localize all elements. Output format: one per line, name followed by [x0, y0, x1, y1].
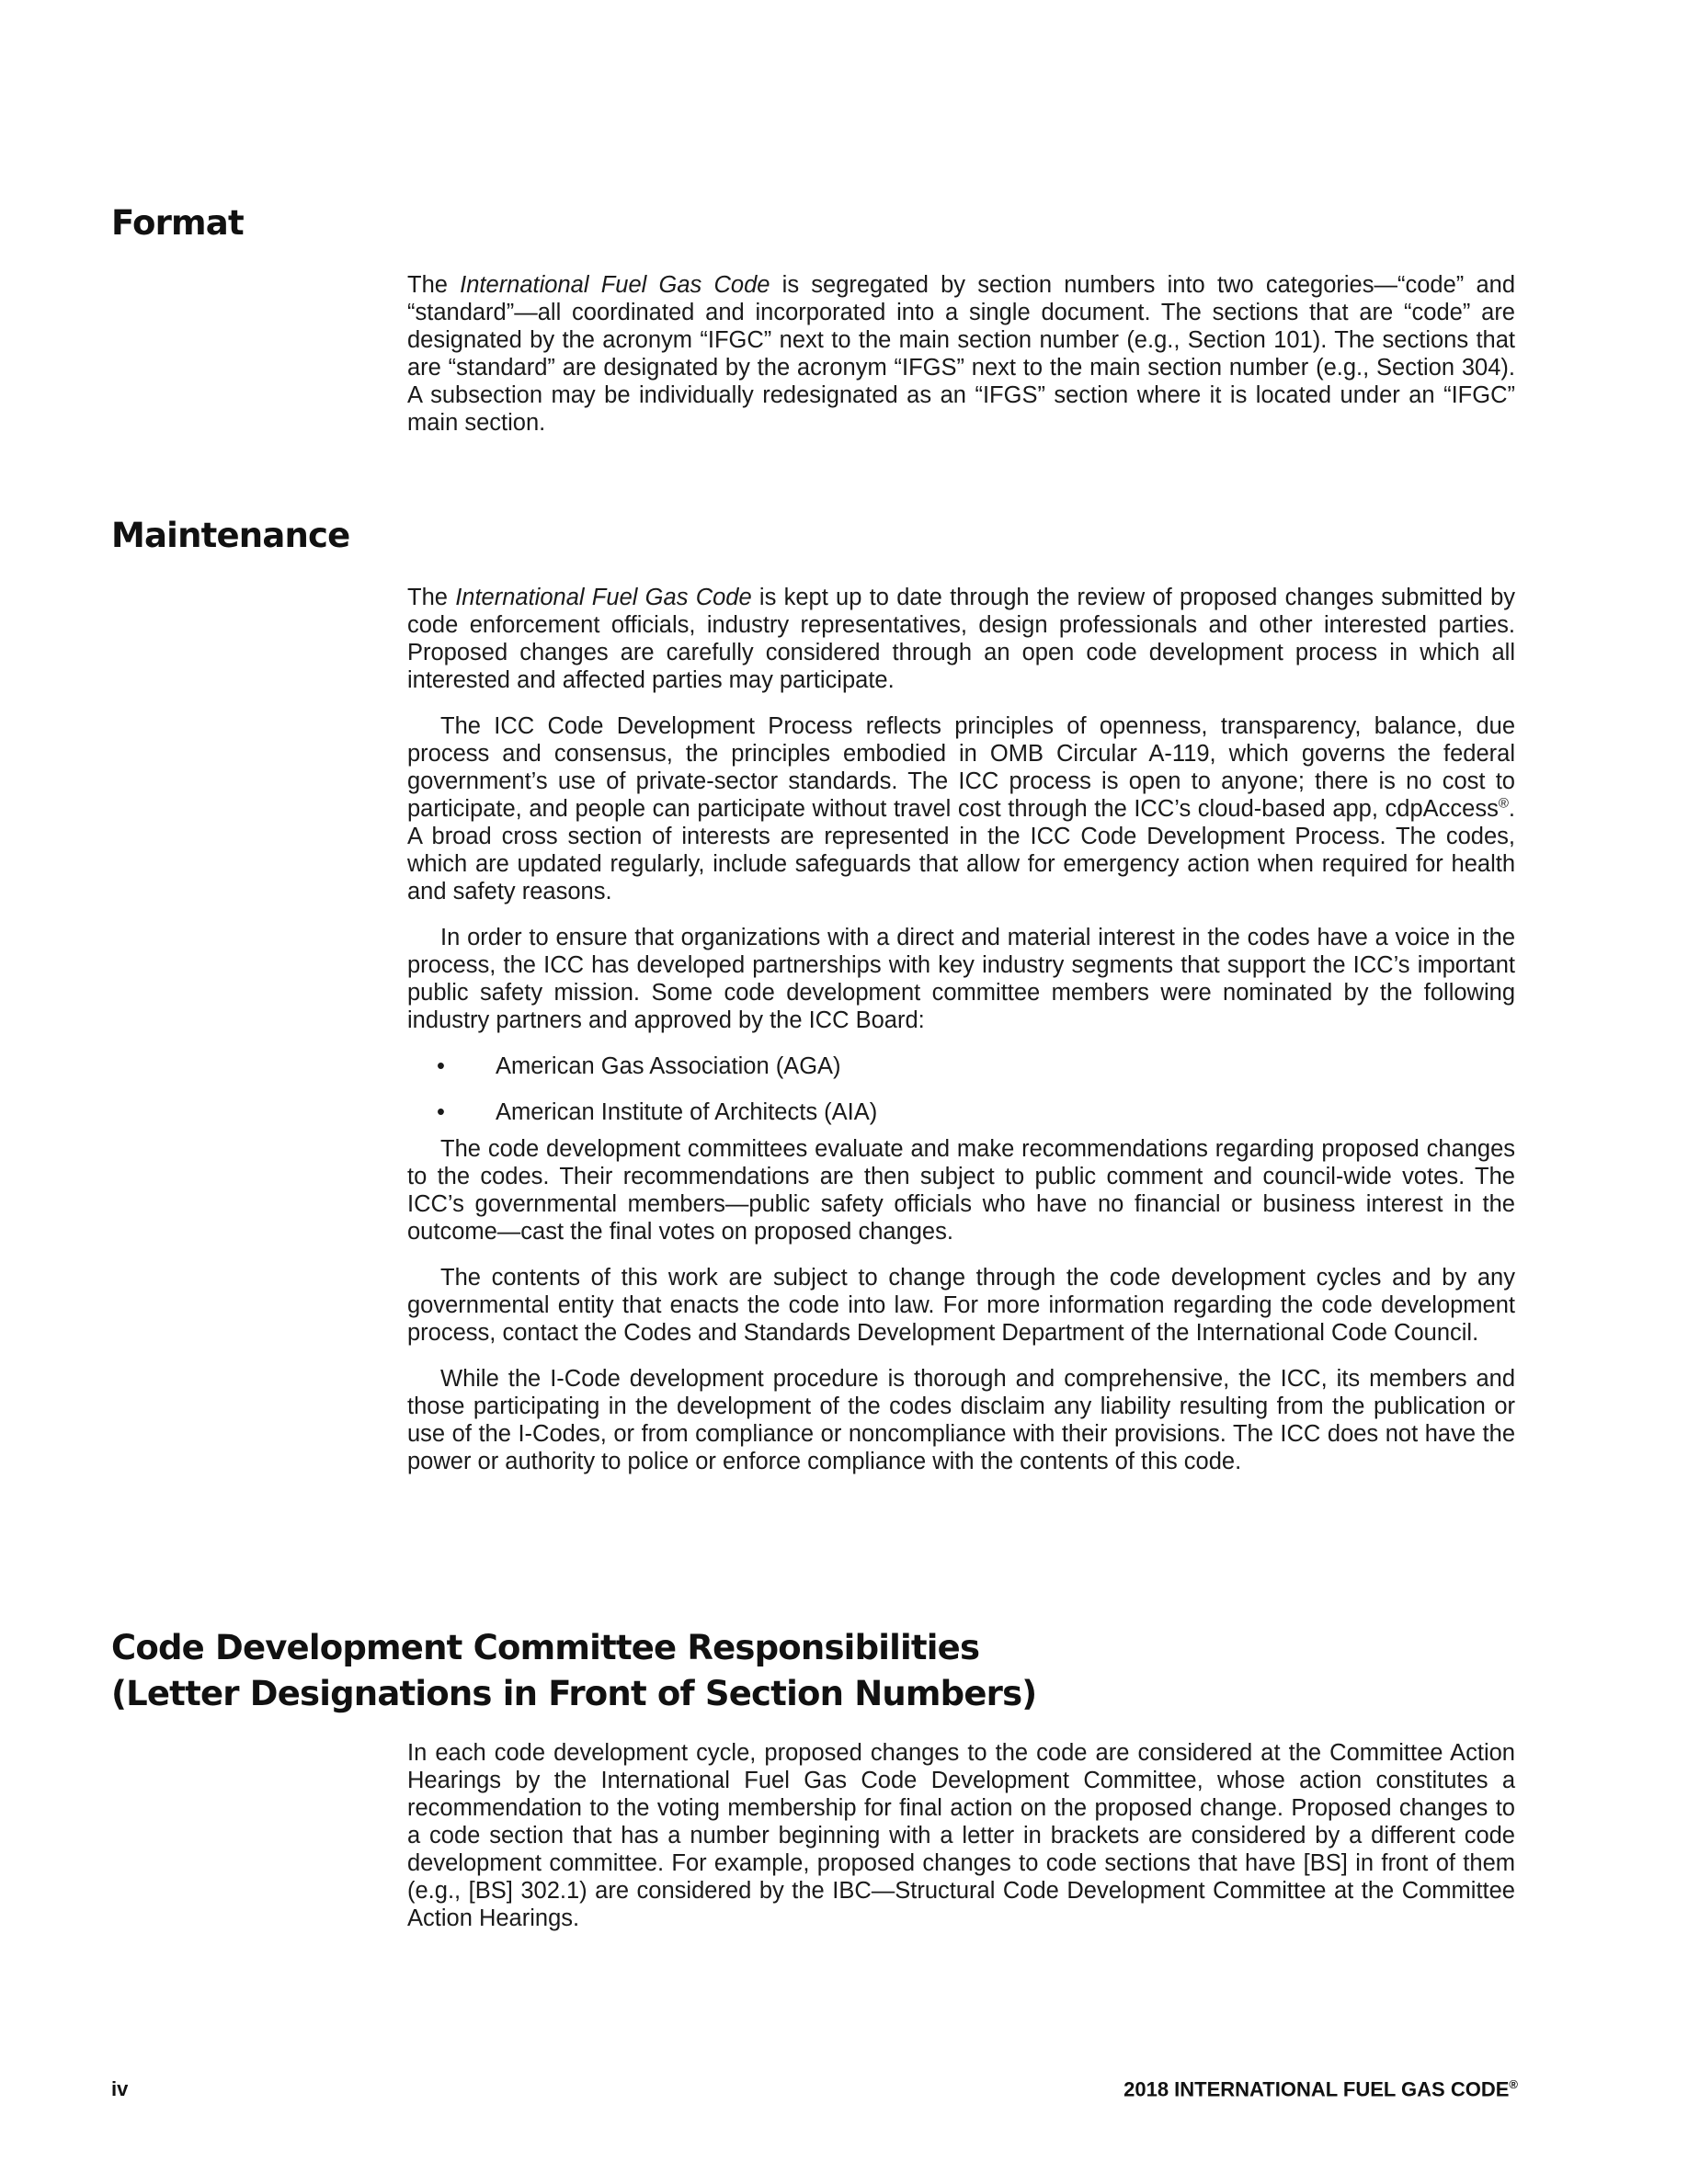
format-paragraph — [407, 271, 1515, 437]
running-footer-title — [1123, 2077, 1518, 2101]
registered-mark: ® — [1509, 2077, 1518, 2091]
maintenance-paragraph-4: The code development committees evaluate and make recommendations regarding proposed changes to the codes. Their recommendations are then subject to public comment and council-wide votes. The ICC’s governmental members—public safety officials who have no financial or business interest in the outcome—cast the final votes on proposed changes. — [407, 1136, 1515, 1245]
industry-partners-list — [407, 1052, 1515, 1126]
text-run: is segregated by section numbers into two categories—“code” and “standard”—all coordinated and incorporated into a single document. The sections that are “code” are designated by the acronym “IFGC” next to the main section number (e.g., Section 101). The sections that are “standard” are designated by the acronym “IFGS” next to the main section number (e.g., Section 304). A subsection may be individually redesignated as an “IFGS” section where it is located under an “IFGC” main section. — [407, 272, 1516, 436]
list-item-text: American Institute of Architects (AIA) — [496, 1099, 878, 1125]
code-title-italic: International Fuel Gas Code — [460, 272, 770, 298]
list-item-text: American Gas Association (AGA) — [496, 1053, 841, 1079]
maintenance-paragraph-5: The contents of this work are subject to change through the code development cycles and by any governmental entity that enacts the code into law. For more information regarding the code development process, contact the Codes and Standards Development Department of the International Code Council. — [407, 1265, 1515, 1346]
list-item — [407, 1098, 1515, 1126]
committee-paragraph: In each code development cycle, proposed changes to the code are considered at the Committee Action Hearings by the International Fuel Gas Code Development Committee, whose action constitutes a recommendation to the voting membership for final action on the proposed change. Proposed changes to a code section that has a number beginning with a letter in brackets are considered by a different code development committee. For example, proposed changes to code sections that have [BS] in front of them (e.g., [BS] 302.1) are considered by the IBC—Structural Code Development Committee at the Committee Action Hearings. — [407, 1740, 1515, 1931]
section-heading-format: Format — [111, 203, 244, 243]
maintenance-paragraph-2 — [407, 712, 1515, 905]
text-run: . A broad cross section of interests are represented in the ICC Code Development Process. The codes, which are updated regularly, include safeguards that allow for emergency action when required for health and safety reasons. — [407, 796, 1515, 904]
text-run: The — [407, 272, 461, 298]
section-heading-committee — [111, 1625, 1036, 1717]
format-section-body — [407, 271, 1515, 455]
heading-line-1: Code Development Committee Responsibilities — [111, 1628, 980, 1667]
text-run: The ICC Code Development Process reflects principles of openness, transparency, balance, due process and consensus, the principles embodied in OMB Circular A-119, which governs the federal government’s use of private-sector standards. The ICC process is open to anyone; there is no cost to participate, and people can participate without travel cost through the ICC’s cloud-based app, cdpAccess — [407, 713, 1515, 822]
bullet-icon: • — [437, 1099, 445, 1125]
maintenance-paragraph-6: While the I-Code development procedure is thorough and comprehensive, the ICC, its members and those participating in the development of the codes disclaim any liability resulting from the publication or use of the I-Codes, or from compliance or noncompliance with their provisions. The ICC does not have the power or authority to police or enforce compliance with the contents of this code. — [407, 1366, 1515, 1474]
bullet-icon: • — [437, 1053, 445, 1079]
maintenance-paragraph-1 — [407, 584, 1515, 694]
code-title-italic: International Fuel Gas Code — [455, 585, 752, 610]
registered-mark: ® — [1498, 795, 1509, 812]
maintenance-section-body — [407, 584, 1515, 1494]
committee-section-body — [407, 1739, 1515, 1951]
list-item — [407, 1052, 1515, 1080]
section-heading-maintenance: Maintenance — [111, 516, 350, 555]
heading-line-2: (Letter Designations in Front of Section Numbers) — [111, 1674, 1037, 1713]
text-run: is kept up to date through the review of proposed changes submitted by code enforcement officials, industry representatives, design professionals and other interested parties. Proposed changes are carefully considered through an open code development process in which all interested and affected parties may participate. — [407, 585, 1516, 693]
footer-title-text: 2018 INTERNATIONAL FUEL GAS CODE — [1123, 2077, 1510, 2101]
maintenance-paragraph-3: In order to ensure that organizations with a direct and material interest in the codes have a voice in the process, the ICC has developed partnerships with key industry segments that support the ICC’s important public safety mission. Some code development committee members were nominated by the following industry partners and approved by the ICC Board: — [407, 925, 1515, 1033]
text-run: The — [407, 585, 456, 610]
page-number: iv — [111, 2077, 129, 2100]
